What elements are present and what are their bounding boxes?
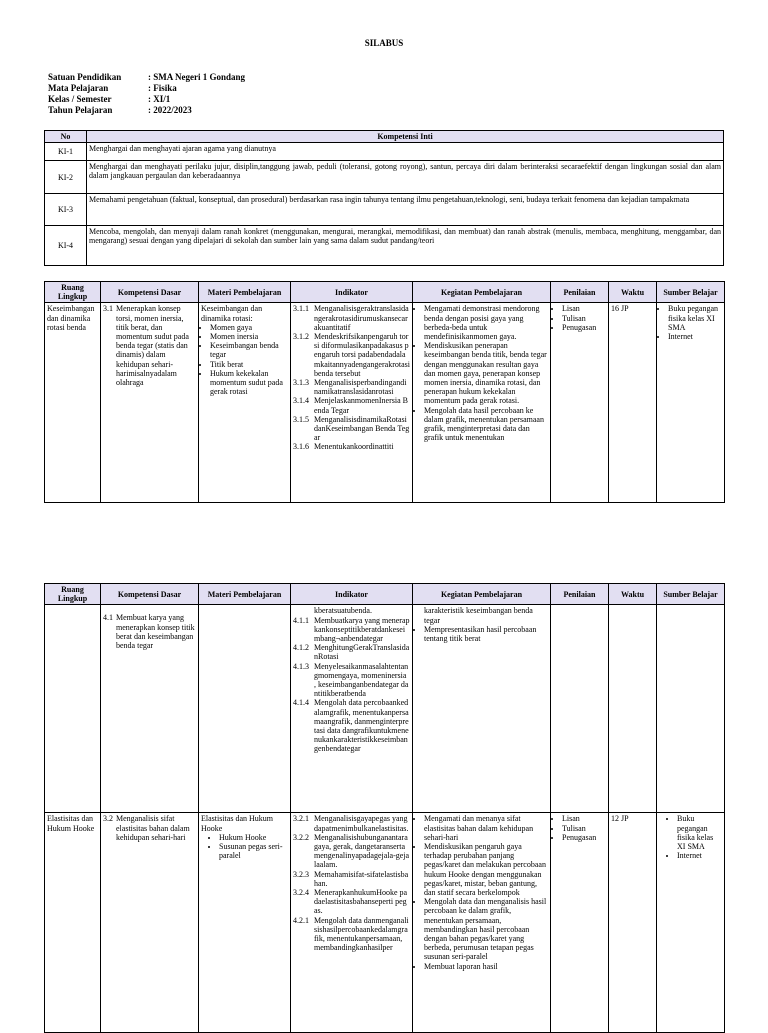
list-item: • Internet xyxy=(677,851,722,860)
indikator-text: MenerapkanhukumHooke padaelastisitasbahanseperti pegas. xyxy=(314,888,408,916)
list-item: • Mendiskusikan pengaruh gaya terhadap perubahan panjang pegas/karet dan melakukan percobaan hukum Hooke dengan menggunakan pegas/karet, mistar, beban gantung, dan statif secara berkelompok xyxy=(424,842,548,897)
header-kompetensi-dasar: Kompetensi Dasar xyxy=(101,282,199,303)
ki-header-kompetensi: Kompetensi Inti xyxy=(87,131,724,143)
list-item: • Susunan pegas seri-paralel xyxy=(219,842,288,860)
indikator-number: 4.2.1 xyxy=(293,915,309,925)
indikator-cell xyxy=(291,813,413,1033)
ki-no: KI-3 xyxy=(45,194,87,226)
list-item: • Lisan xyxy=(562,304,606,313)
sumber-cell xyxy=(657,303,725,503)
kegiatan-continuation: karakteristik keseimbangan benda tegar xyxy=(424,606,533,625)
meta-row xyxy=(48,94,245,105)
meta-label: Satuan Pendidikan xyxy=(48,72,122,82)
indikator-cell xyxy=(291,303,413,503)
kegiatan-cell xyxy=(413,303,551,503)
waktu-cell: 16 JP xyxy=(609,303,657,503)
indikator-number: 3.2.1 xyxy=(293,814,309,824)
table-header-row xyxy=(45,282,725,303)
indikator-cell xyxy=(291,605,413,813)
meta-row xyxy=(48,72,245,83)
list-item: • Hukum kekekalan momentum sudut pada gerak rotasi xyxy=(210,369,288,397)
indikator-text: Menganalisisperbandingandinamikatranslasidanrotasi xyxy=(314,378,407,397)
ki-no: KI-2 xyxy=(45,161,87,194)
materi-intro: Elastisitas dan Hukum Hooke xyxy=(201,814,273,833)
header-sumber: Sumber Belajar xyxy=(657,584,725,605)
indikator-text: Menganalisisgeraktranslasidangerakrotasidirumuskansecarakuantitatif xyxy=(314,304,409,332)
meta-label: Tahun Pelajaran xyxy=(48,105,113,115)
list-item: • Tulisan xyxy=(562,314,606,323)
list-item: • Membuat laporan hasil xyxy=(424,962,548,971)
indikator-item xyxy=(293,814,410,832)
materi-cell xyxy=(199,605,291,813)
penilaian-list xyxy=(553,814,606,842)
scope-cell: Keseimbangan dan dinamika rotasi benda xyxy=(45,303,101,503)
indikator-item xyxy=(293,415,410,443)
indikator-item xyxy=(293,442,410,451)
meta-label: Kelas / Semester xyxy=(48,94,112,104)
list-item: • Mengolah data hasil percobaan ke dalam grafik, menentukan persamaan grafik, menginterpretasi data dan grafik untuk menentukan xyxy=(424,406,548,443)
ki-row xyxy=(45,161,724,194)
ki-text: Menghargai dan menghayati ajaran agama yang dianutnya xyxy=(87,143,724,161)
silabus-table-page-1 xyxy=(44,281,725,503)
indikator-item xyxy=(293,616,410,644)
indikator-text: MenjelaskanmomenInersia Benda Tegar xyxy=(314,396,408,415)
indikator-number: 3.2.3 xyxy=(293,869,309,879)
header-ruang-lingkup: Ruang Lingkup xyxy=(45,584,101,605)
indikator-number: 3.1.6 xyxy=(293,442,309,452)
list-item: • Titik berat xyxy=(210,360,288,369)
sumber-cell xyxy=(657,605,725,813)
indikator-number: 4.1.4 xyxy=(293,698,309,708)
waktu-cell xyxy=(609,605,657,813)
header-kegiatan: Kegiatan Pembelajaran xyxy=(413,282,551,303)
header-ruang-lingkup: Ruang Lingkup xyxy=(45,282,101,303)
scope-cell: Elastisitas dan Hukum Hooke xyxy=(45,813,101,1033)
ki-row xyxy=(45,194,724,226)
indikator-item xyxy=(293,378,410,396)
indikator-item xyxy=(293,662,410,699)
ki-text: Menghargai dan menghayati perilaku jujur, disiplin,tanggung jawab, peduli (toleransi, gotong royong), santun, percaya diri dalam berinteraksi secaraefektif dengan lingkungan sosial dan alam dalam jangkauan pergaulan dan keberadaannya xyxy=(87,161,724,194)
kd-text: Menerapkan konsep torsi, momen inersia, titik berat, dan momentum sudut pada benda tegar (statis dan dinamis) dalam kehidupan sehari-harimisalnyadalam olahraga xyxy=(116,304,189,388)
penilaian-cell xyxy=(551,303,609,503)
list-item: • Mendiskusikan penerapan keseimbangan benda titik, benda tegar dengan menggunakan resultan gaya dan momen gaya, penerapan konsep momen inersia, dinamika rotasi, dan penerapan hukum kekekalan momentum pada gerak rotasi. xyxy=(424,341,548,405)
ki-no: KI-4 xyxy=(45,226,87,266)
indikator-item xyxy=(293,833,410,870)
indikator-item xyxy=(293,916,410,953)
meta-value: : XI/1 xyxy=(148,94,171,104)
header-waktu: Waktu xyxy=(609,282,657,303)
list-item: • Penugasan xyxy=(562,323,606,332)
indikator-item xyxy=(293,870,410,888)
indikator-number: 3.1.2 xyxy=(293,332,309,342)
penilaian-cell xyxy=(551,605,609,813)
meta-value: : Fisika xyxy=(148,83,177,93)
header-kompetensi-dasar: Kompetensi Dasar xyxy=(101,584,199,605)
list-item: • Hukum Hooke xyxy=(219,833,288,842)
penilaian-list xyxy=(553,304,606,332)
kegiatan-cell xyxy=(413,813,551,1033)
document-meta xyxy=(48,72,245,116)
header-materi: Materi Pembelajaran xyxy=(199,282,291,303)
indikator-number: 3.1.1 xyxy=(293,304,309,314)
indikator-text: Mengolah data percobaankedalamgrafik, menentukanpersamaangrafik, danmenginterpretasi data dangrafikuntukmenenukankarakteristikkeseimbangenbendategar xyxy=(314,698,409,754)
waktu-cell: 12 JP xyxy=(609,813,657,1033)
ki-text: Memahami pengetahuan (faktual, konseptual, dan prosedural) berdasarkan rasa ingin tahunya tentang ilmu pengetahuan,teknologi, seni, budaya terkait fenomena dan kejadian tampakmata xyxy=(87,194,724,226)
header-penilaian: Penilaian xyxy=(551,584,609,605)
ki-row xyxy=(45,226,724,266)
list-item: • Momen inersia xyxy=(210,332,288,341)
silabus-table-page-2 xyxy=(44,583,725,1033)
materi-cell xyxy=(199,303,291,503)
ki-no: KI-1 xyxy=(45,143,87,161)
kegiatan-list xyxy=(415,304,548,442)
list-item: • Internet xyxy=(668,332,722,341)
sumber-list xyxy=(659,814,722,860)
table-header-row xyxy=(45,584,725,605)
header-indikator: Indikator xyxy=(291,584,413,605)
materi-list xyxy=(201,323,288,397)
list-item: • Lisan xyxy=(562,814,606,823)
indikator-text: Menganalisisgayapegas yang dapatmenimbulkanelastisitas. xyxy=(314,814,409,833)
table-row xyxy=(45,813,725,1033)
list-item: • Keseimbangan benda tegar xyxy=(210,341,288,359)
meta-value: : SMA Negeri 1 Gondang xyxy=(148,72,246,82)
kompetensi-inti-table xyxy=(44,130,724,266)
header-waktu: Waktu xyxy=(609,584,657,605)
meta-row xyxy=(48,105,245,116)
ki-header-no: No xyxy=(45,131,87,143)
indikator-number: 3.2.2 xyxy=(293,832,309,842)
penilaian-cell xyxy=(551,813,609,1033)
table-row xyxy=(45,303,725,503)
indikator-text: Menentukankoordinattiti xyxy=(314,442,394,452)
kd-cell xyxy=(101,813,199,1033)
meta-row xyxy=(48,83,245,94)
header-materi: Materi Pembelajaran xyxy=(199,584,291,605)
kegiatan-cell xyxy=(413,605,551,813)
list-item: • Buku pegangan fisika kelas XI SMA xyxy=(677,814,722,851)
indikator-continuation: kberatsuatubenda. xyxy=(314,606,372,616)
list-item: • Penugasan xyxy=(562,833,606,842)
indikator-item xyxy=(293,396,410,414)
kd-number: 4.1 xyxy=(103,613,113,623)
kegiatan-list xyxy=(415,814,548,970)
sumber-cell xyxy=(657,813,725,1033)
kd-text: Menganalisis sifat elastisitas bahan dalam kehidupan sehari-hari xyxy=(116,814,190,842)
list-item: • Buku pegangan fisika kelas XI SMA xyxy=(668,304,722,332)
sumber-list xyxy=(659,304,722,341)
header-indikator: Indikator xyxy=(291,282,413,303)
indikator-number: 3.1.5 xyxy=(293,414,309,424)
kd-text: Membuat karya yang menerapkan konsep titik berat dan keseimbangan benda tegar xyxy=(116,613,195,651)
list-item: • Momen gaya xyxy=(210,323,288,332)
indikator-item xyxy=(293,698,410,753)
indikator-text: Menganalisishubunganantaragaya, gerak, dangetaransertamengenalinyapadagejala-gejalaalam. xyxy=(314,832,410,870)
indikator-number: 4.1.2 xyxy=(293,643,309,653)
kegiatan-list xyxy=(415,625,548,643)
header-penilaian: Penilaian xyxy=(551,282,609,303)
list-item: • Mengolah data dan menganalisis hasil percobaan ke dalam grafik, menentukan persamaan, membandingkan hasil percobaan dengan bahan pegas/karet yang berbeda, perumusan tetapan pegas susunan seri-paralel xyxy=(424,897,548,961)
list-item: • Mengamati demonstrasi mendorong benda dengan posisi gaya yang berbeda-beda untuk mendefinisikanmomen gaya. xyxy=(424,304,548,341)
list-item: • Mengamati dan menanya sifat elastisitas bahan dalam kehidupan sehari-hari xyxy=(424,814,548,842)
indikator-item xyxy=(293,304,410,332)
indikator-number: 4.1.1 xyxy=(293,615,309,625)
indikator-number: 3.2.4 xyxy=(293,888,309,898)
scope-cell xyxy=(45,605,101,813)
kd-number: 3.1 xyxy=(103,304,113,314)
list-item: • Tulisan xyxy=(562,824,606,833)
indikator-text: MenganalisisdinamikaRotasidanKeseimbangan Benda Tegar xyxy=(314,414,410,443)
list-item: • Mempresentasikan hasil percobaan tentang titik berat xyxy=(424,625,548,643)
indikator-item xyxy=(293,332,410,378)
kd-cell xyxy=(101,303,199,503)
indikator-item xyxy=(293,888,410,916)
document-title: SILABUS xyxy=(364,38,404,48)
indikator-text: Menyelesaikanmasalahtentangmomengaya, momeninersia , keseimbanganbendategar dantitikberatbenda xyxy=(314,661,409,699)
indikator-number: 4.1.3 xyxy=(293,661,309,671)
indikator-text: Memahamisifat-sifatelastisbahan. xyxy=(314,869,409,888)
ki-row xyxy=(45,143,724,161)
materi-cell xyxy=(199,813,291,1033)
table-row xyxy=(45,605,725,813)
indikator-number: 3.1.4 xyxy=(293,396,309,406)
indikator-number: 3.1.3 xyxy=(293,378,309,388)
header-sumber: Sumber Belajar xyxy=(657,282,725,303)
indikator-text: MenghitungGerakTranslasidanRotasi xyxy=(314,643,410,662)
kd-number: 3.2 xyxy=(103,814,113,824)
header-kegiatan: Kegiatan Pembelajaran xyxy=(413,584,551,605)
indikator-text: Mengolah data danmenganalisishasilpercobaankedalamgrafik, menentukanpersamaan, membandingkanhasilper xyxy=(314,915,409,953)
indikator-item xyxy=(293,643,410,661)
indikator-text: Membuatkarya yang menerapkankonseptitikberatdankeseimbang¬anbendategar xyxy=(314,615,410,644)
ki-text: Mencoba, mengolah, dan menyaji dalam ranah konkret (menggunakan, mengurai, merangkai, memodifikasi, dan membuat) dan ranah abstrak (menulis, membaca, menghitung, menggambar, dan mengarang) sesuai dengan yang dipelajari di sekolah dan sumber lain yang sama dalam sudut pandang/teori xyxy=(87,226,724,266)
materi-intro: Keseimbangan dan dinamika rotasi: xyxy=(201,304,263,323)
meta-value: : 2022/2023 xyxy=(148,105,192,115)
kd-cell xyxy=(101,605,199,813)
meta-label: Mata Pelajaran xyxy=(48,83,109,93)
indikator-text: Mendeskrifsikanpengaruh torsi diformulasikanpadakasus pengaruh torsi padabendadalamkaitannyadengangerakrotasibenda tersebut xyxy=(314,332,410,378)
materi-list xyxy=(201,833,288,861)
